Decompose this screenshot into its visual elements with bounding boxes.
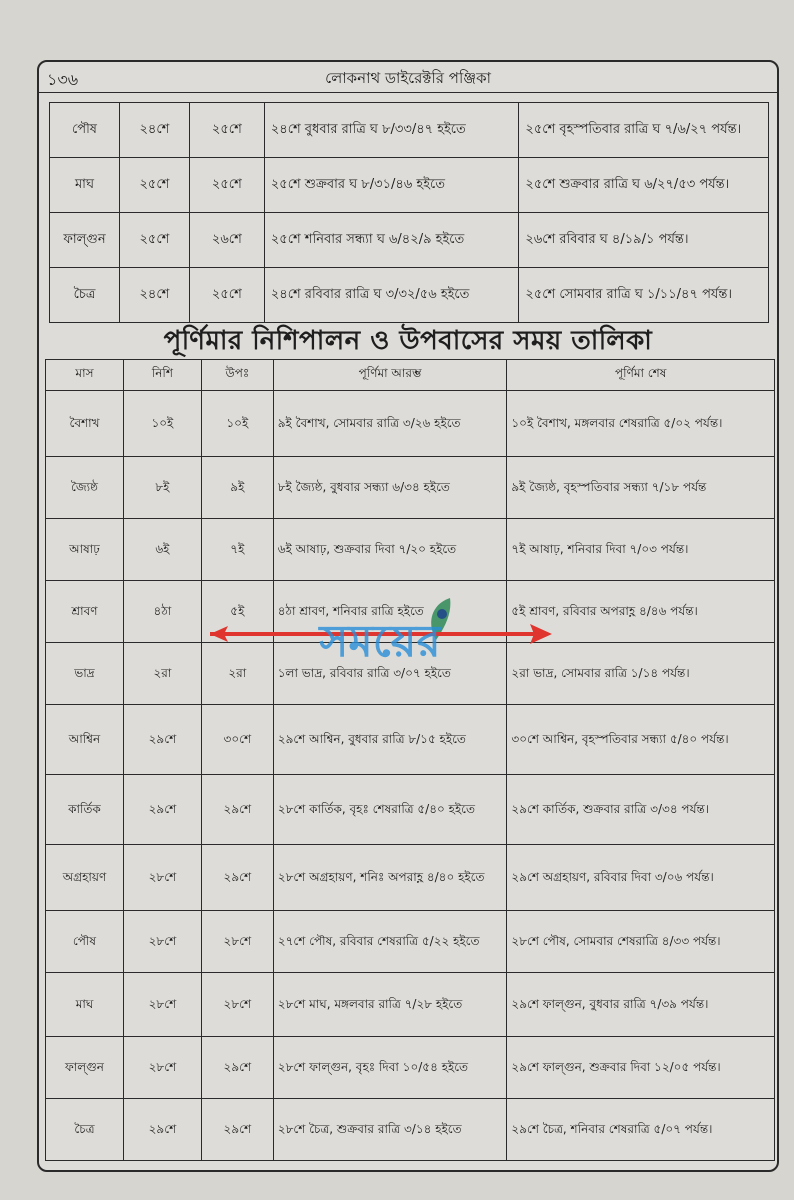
purnima-start-cell: ৮ই জ্যৈষ্ঠ, বুধবার সন্ধ্যা ৬/৩৪ হইতে [273,457,507,519]
upobash-cell: ২৫শে [189,103,264,158]
nishi-cell: ২৯শে [123,775,201,845]
purnima-end-cell: ৩০শে আশ্বিন, বৃহস্পতিবার সন্ধ্যা ৫/৪০ পর্যন্ত। [507,705,775,775]
upobash-cell: ২৮শে [201,911,273,973]
purnima-start-cell: ১লা ভাদ্র, রবিবার রাত্রি ৩/০৭ হইতে [273,643,507,705]
purnima-end-cell: ২৯শে কার্তিক, শুক্রবার রাত্রি ৩/৩৪ পর্যন্ত। [507,775,775,845]
table-row [46,845,775,911]
upobash-cell: ২৮শে [201,973,273,1037]
purnima-end-cell: ২রা ভাদ্র, সোমবার রাত্রি ১/১৪ পর্যন্ত। [507,643,775,705]
header-purnima-start: পূর্ণিমা আরম্ভ [273,360,507,391]
nishi-cell: ২৯শে [123,705,201,775]
upobash-cell: ২৫শে [189,158,264,213]
nishi-cell: ২৮শে [123,1037,201,1099]
purnima-start-cell: ২৫শে শুক্রবার ঘ ৮/৩১/৪৬ হইতে [264,158,519,213]
purnima-start-cell: ২৮শে ফাল্গুন, বৃহঃ দিবা ১০/৫৪ হইতে [273,1037,507,1099]
table-row [46,457,775,519]
month-cell: চৈত্র [50,268,120,323]
nishi-cell: ৬ই [123,519,201,581]
upobash-cell: ৫ই [201,581,273,643]
table-row [50,268,769,323]
month-cell: মাঘ [50,158,120,213]
month-cell: শ্রাবণ [46,581,124,643]
purnima-start-cell: ৪ঠা শ্রাবণ, শনিবার রাত্রি হইতে [273,581,507,643]
month-cell: আশ্বিন [46,705,124,775]
purnima-start-cell: ৬ই আষাঢ়, শুক্রবার দিবা ৭/২০ হইতে [273,519,507,581]
purnima-end-cell: ৯ই জ্যৈষ্ঠ, বৃহস্পতিবার সন্ধ্যা ৭/১৮ পর্যন্ত [507,457,775,519]
upobash-cell: ২৯শে [201,1099,273,1161]
upobash-cell: ২৬শে [189,213,264,268]
nishi-cell: ১০ই [123,391,201,457]
header-month: মাস [46,360,124,391]
page-header [39,62,777,93]
month-cell: মাঘ [46,973,124,1037]
purnima-table-body [46,391,775,1161]
nishi-cell: ৪ঠা [123,581,201,643]
table-row [46,911,775,973]
page-number: ১৩৬ [47,70,79,89]
nishi-cell: ২৫শে [119,158,189,213]
purnima-end-cell: ২৯শে ফাল্গুন, বুধবার রাত্রি ৭/৩৯ পর্যন্ত। [507,973,775,1037]
month-cell: ফাল্গুন [50,213,120,268]
purnima-start-cell: ২৪শে বুধবার রাত্রি ঘ ৮/৩৩/৪৭ হইতে [264,103,519,158]
section-title: পূর্ণিমার নিশিপালন ও উপবাসের সময় তালিকা [163,326,653,356]
table-row [50,103,769,158]
purnima-end-cell: ২৯শে ফাল্গুন, শুক্রবার দিবা ১২/০৫ পর্যন্ত। [507,1037,775,1099]
table-row [50,213,769,268]
header-purnima-end: পূর্ণিমা শেষ [507,360,775,391]
upobash-cell: ২৫শে [189,268,264,323]
nishi-cell: ২৮শে [123,973,201,1037]
purnima-start-cell: ২৫শে শনিবার সন্ধ্যা ঘ ৬/৪২/৯ হইতে [264,213,519,268]
month-cell: কার্তিক [46,775,124,845]
purnima-start-cell: ২৮শে কার্তিক, বৃহঃ শেষরাত্রি ৫/৪০ হইতে [273,775,507,845]
purnima-end-cell: ৫ই শ্রাবণ, রবিবার অপরাহ্ণ ৪/৪৬ পর্যন্ত। [507,581,775,643]
watermark-text: সময়ের [319,616,441,667]
purnima-end-cell: ২৬শে রবিবার ঘ ৪/১৯/১ পর্যন্ত। [519,213,769,268]
nishi-cell: ২রা [123,643,201,705]
table-row [50,158,769,213]
nishi-cell: ২৪শে [119,103,189,158]
nishi-cell: ২৮শে [123,845,201,911]
table-row [46,1037,775,1099]
upobash-cell: ২৯শে [201,775,273,845]
month-cell: জ্যৈষ্ঠ [46,457,124,519]
upobash-cell: ১০ই [201,391,273,457]
nishi-cell: ২৮শে [123,911,201,973]
month-cell: বৈশাখ [46,391,124,457]
running-title: লোকনাথ ডাইরেক্টরি পঞ্জিকা [325,69,491,87]
purnima-start-cell: ২৮শে অগ্রহায়ণ, শনিঃ অপরাহ্ণ ৪/৪০ হইতে [273,845,507,911]
upobash-cell: ২৯শে [201,1037,273,1099]
purnima-end-cell: ৭ই আষাঢ়, শনিবার দিবা ৭/০৩ পর্যন্ত। [507,519,775,581]
purnima-start-cell: ২৮শে মাঘ, মঙ্গলবার রাত্রি ৭/২৮ হইতে [273,973,507,1037]
upobash-cell: ৭ই [201,519,273,581]
purnima-start-cell: ৯ই বৈশাখ, সোমবার রাত্রি ৩/২৬ হইতে [273,391,507,457]
table-row [46,1099,775,1161]
purnima-start-cell: ২৮শে চৈত্র, শুক্রবার রাত্রি ৩/১৪ হইতে [273,1099,507,1161]
nishi-cell: ৮ই [123,457,201,519]
nishi-cell: ২৪শে [119,268,189,323]
table-header-row [46,360,775,391]
table-row [46,973,775,1037]
table-row [46,519,775,581]
purnima-start-cell: ২৪শে রবিবার রাত্রি ঘ ৩/৩২/৫৬ হইতে [264,268,519,323]
month-cell: ফাল্গুন [46,1037,124,1099]
upobash-cell: ৩০শে [201,705,273,775]
purnima-start-cell: ২৭শে পৌষ, রবিবার শেষরাত্রি ৫/২২ হইতে [273,911,507,973]
purnima-schedule-table [45,359,775,1161]
table-row [46,705,775,775]
upobash-cell: ৯ই [201,457,273,519]
purnima-end-cell: ২৫শে শুক্রবার রাত্রি ঘ ৬/২৭/৫৩ পর্যন্ত। [519,158,769,213]
purnima-end-cell: ২৫শে সোমবার রাত্রি ঘ ১/১১/৪৭ পর্যন্ত। [519,268,769,323]
month-cell: অগ্রহায়ণ [46,845,124,911]
month-cell: পৌষ [50,103,120,158]
header-nishi: নিশি [123,360,201,391]
continuation-table [49,102,769,323]
purnima-end-cell: ২৯শে অগ্রহায়ণ, রবিবার দিবা ৩/০৬ পর্যন্ত। [507,845,775,911]
purnima-end-cell: ২৫শে বৃহস্পতিবার রাত্রি ঘ ৭/৬/২৭ পর্যন্ত। [519,103,769,158]
purnima-end-cell: ২৮শে পৌষ, সোমবার শেষরাত্রি ৪/৩৩ পর্যন্ত। [507,911,775,973]
purnima-end-cell: ১০ই বৈশাখ, মঙ্গলবার শেষরাত্রি ৫/০২ পর্যন্ত। [507,391,775,457]
month-cell: পৌষ [46,911,124,973]
purnima-start-cell: ২৯শে আশ্বিন, বুধবার রাত্রি ৮/১৫ হইতে [273,705,507,775]
header-upobash: উপঃ [201,360,273,391]
purnima-end-cell: ২৯শে চৈত্র, শনিবার শেষরাত্রি ৫/০৭ পর্যন্ত। [507,1099,775,1161]
upobash-cell: ২রা [201,643,273,705]
upobash-cell: ২৯শে [201,845,273,911]
month-cell: ভাদ্র [46,643,124,705]
table-row [46,391,775,457]
continuation-table-body [50,103,769,323]
month-cell: আষাঢ় [46,519,124,581]
table-row [46,775,775,845]
watermark-logo [200,590,560,680]
month-cell: চৈত্র [46,1099,124,1161]
nishi-cell: ২৯শে [123,1099,201,1161]
nishi-cell: ২৫শে [119,213,189,268]
